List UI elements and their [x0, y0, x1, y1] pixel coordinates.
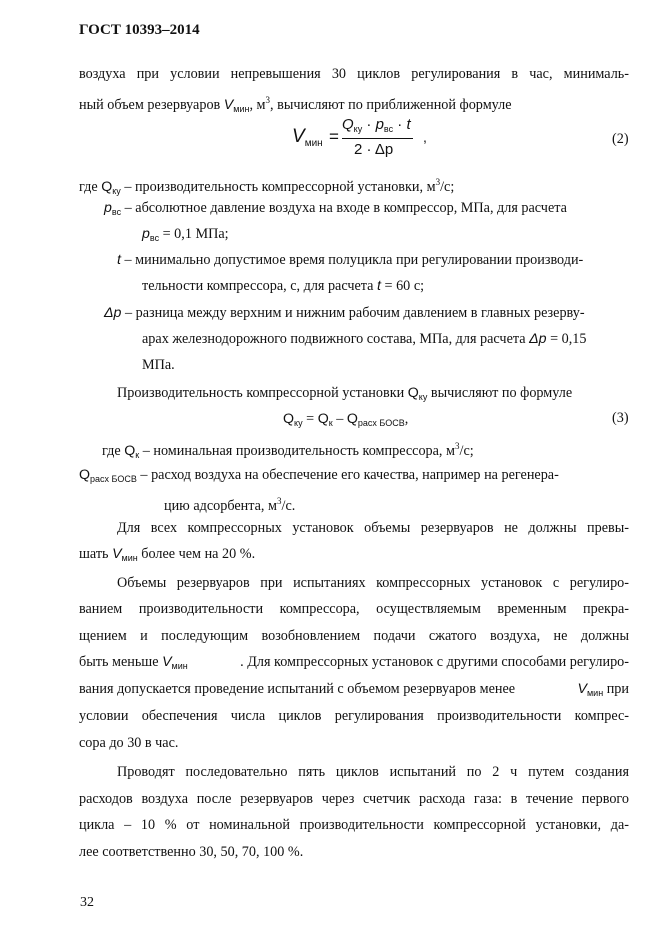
- formula-3: $Q_{ку} = Q_к - Q_{расх БОСВ}$,: [283, 411, 409, 428]
- text-line: расходов воздуха после резервуаров через счетчик расхода газа: в течение первого: [79, 791, 629, 807]
- text-line: ванием производительности компрессора, осуществляемым временным прекра-: [79, 601, 629, 617]
- page-number: 32: [80, 895, 94, 910]
- text-line: лее соответственно 30, 50, 70, 100 %.: [79, 844, 304, 860]
- text-line: арах железнодорожного подвижного состава, МПа, для расчета Δp = 0,15: [142, 331, 587, 347]
- formula-numerator: $Q_{ку} \cdot p_{вс} \cdot t$: [342, 116, 411, 134]
- text-line: тельности компрессора, с, для расчета t = 60 с;: [142, 278, 425, 294]
- text-line: Объемы резервуаров при испытаниях компрессорных установок с регулиро-: [117, 575, 629, 591]
- text-line: быть меньше $V_{мин}$ . Для компрессорных установок с другими способами регулиро-: [79, 654, 629, 671]
- formula-lhs: $V_{мин}$: [292, 126, 323, 149]
- text-line: вания допускается проведение испытаний с объемом резервуаров менее $V_{мин}$ при: [79, 681, 629, 698]
- text-line: Для всех компрессорных установок объемы резервуаров не должны превы-: [117, 520, 629, 536]
- text-line: где $Q_к$ – номинальная производительность компрессора, $м^3/с$;: [102, 441, 474, 460]
- text-line: воздуха при условии непревышения 30 циклов регулирования в час, минималь-: [79, 66, 629, 82]
- text-line: цикла – 10 % от номинальной производительности компрессорной установки, да-: [79, 817, 629, 833]
- formula-denominator: 2 · Δp: [354, 141, 394, 158]
- text-line: шать $V_{мин}$ более чем на 20 %.: [79, 546, 256, 563]
- text-line: цию адсорбента, $м^3/с$.: [164, 496, 296, 514]
- text-line: где $Q_{ку}$ – производительность компрессорной установки, $м^3/с$;: [79, 177, 455, 196]
- document-header: ГОСТ 10393–2014: [79, 22, 200, 38]
- equation-number: (2): [612, 131, 629, 147]
- text-line: $p_{вс}$ – абсолютное давление воздуха на входе в компрессор, МПа, для расчета: [104, 200, 567, 217]
- text-line: ный объем резервуаров $V_{мин}$, $м^3$, вычисляют по приближенной формуле: [79, 95, 512, 114]
- text-line: Проводят последовательно пять циклов испытаний по 2 ч путем создания: [117, 764, 629, 780]
- text-line: $p_{вс} = 0,1$ МПа;: [142, 226, 229, 243]
- text-line: условии обеспечения числа циклов регулирования производительности компрес-: [79, 708, 629, 724]
- text-line: Δp – разница между верхним и нижним рабочим давлением в главных резерву-: [104, 305, 585, 321]
- text-line: сора до 30 в час.: [79, 735, 179, 751]
- formula-2: $V_{мин}$ = $Q_{ку} \cdot p_{вс} \cdot t$ 2 · Δp ,: [292, 116, 427, 158]
- text-line: щением и последующим возобновлением подачи сжатого воздуха, не должны: [79, 628, 629, 644]
- text-line: Производительность компрессорной установки $Q_{ку}$ вычисляют по формуле: [117, 385, 573, 402]
- equation-number: (3): [612, 410, 629, 426]
- text-line: МПа.: [142, 357, 175, 373]
- text-line: t – минимально допустимое время полуцикла при регулировании производи-: [117, 252, 584, 268]
- fraction-bar: [342, 138, 413, 139]
- text-line: $Q_{расх БОСВ}$ – расход воздуха на обеспечение его качества, например на регенера-: [79, 467, 559, 484]
